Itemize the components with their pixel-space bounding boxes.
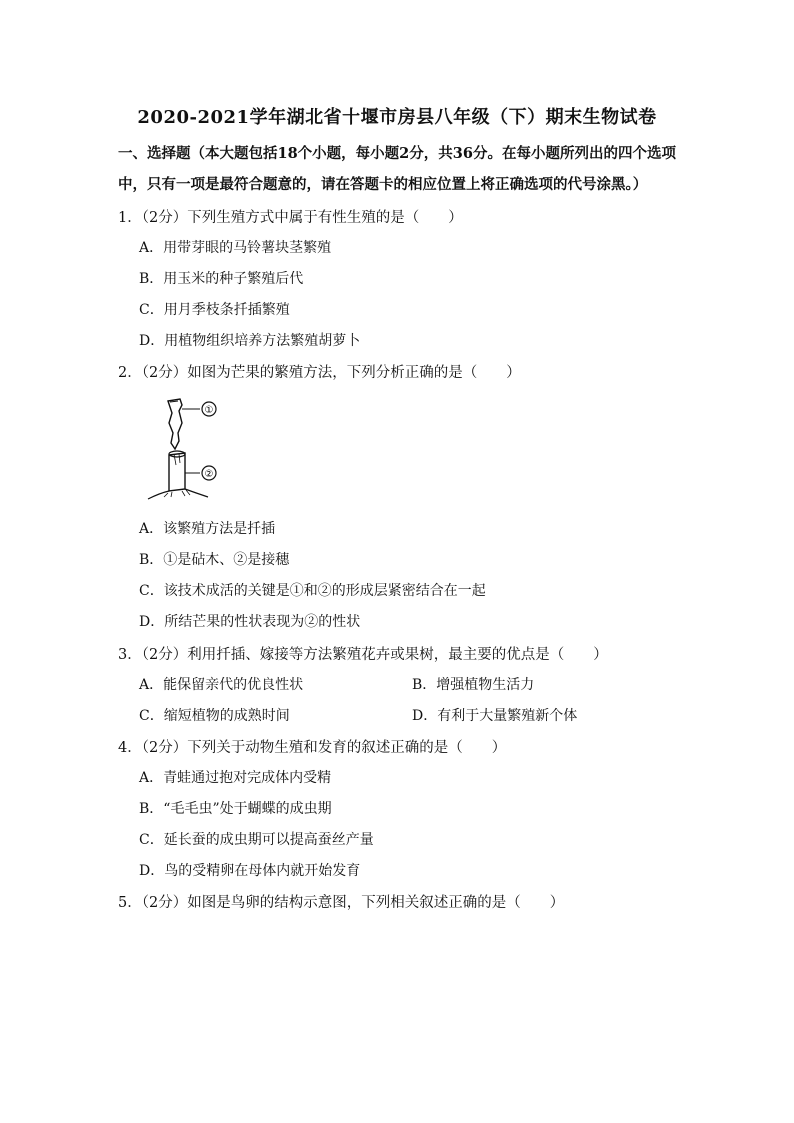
stock-slit bbox=[174, 454, 180, 465]
grafting-diagram bbox=[138, 393, 248, 505]
question-4-option-c: C．延长蚕的成虫期可以提高蚕丝产量 bbox=[139, 832, 374, 848]
question-1-option-b: B．用玉米的种子繁殖后代 bbox=[139, 271, 304, 287]
scion-shape bbox=[168, 399, 182, 449]
figure-label-2: ② bbox=[204, 469, 214, 480]
question-3-stem: 3．（2分）利用扦插、嫁接等方法繁殖花卉或果树，最主要的优点是（ ） bbox=[118, 647, 608, 663]
question-2-option-c: C．该技术成活的关键是①和②的形成层紧密结合在一起 bbox=[139, 583, 486, 599]
question-4-stem: 4．（2分）下列关于动物生殖和发育的叙述正确的是（ ） bbox=[118, 740, 507, 756]
question-5-stem: 5．（2分）如图是鸟卵的结构示意图，下列相关叙述正确的是（ ） bbox=[118, 895, 565, 911]
question-1-stem: 1．（2分）下列生殖方式中属于有性生殖的是（ ） bbox=[118, 210, 463, 226]
question-4-option-d: D．鸟的受精卵在母体内就开始发育 bbox=[139, 863, 361, 879]
question-1-option-a: A．用带芽眼的马铃薯块茎繁殖 bbox=[139, 240, 332, 256]
question-3-option-d: D．有利于大量繁殖新个体 bbox=[412, 708, 578, 724]
page-title: 2020-2021学年湖北省十堰市房县八年级（下）期末生物试卷 bbox=[137, 107, 657, 128]
section-heading-line2: 中，只有一项是最符合题意的，请在答题卡的相应位置上将正确选项的代号涂黑。） bbox=[118, 176, 648, 193]
question-2-stem: 2．（2分）如图为芒果的繁殖方法，下列分析正确的是（ ） bbox=[118, 365, 521, 381]
figure-label-1: ① bbox=[204, 405, 214, 416]
question-3-option-b: B．增强植物生活力 bbox=[412, 677, 535, 693]
question-2-option-b: B．①是砧木、②是接穗 bbox=[139, 552, 290, 568]
question-4-option-b: B．“毛毛虫”处于蝴蝶的成虫期 bbox=[139, 801, 332, 817]
question-3-option-a: A．能保留亲代的优良性状 bbox=[139, 677, 304, 693]
question-3-option-c: C．缩短植物的成熟时间 bbox=[139, 708, 290, 724]
question-1-option-c: C．用月季枝条扦插繁殖 bbox=[139, 302, 290, 318]
question-2-option-a: A．该繁殖方法是扦插 bbox=[139, 521, 276, 537]
stock-shape bbox=[169, 453, 185, 491]
question-2-option-d: D．所结芒果的性状表现为②的性状 bbox=[139, 614, 361, 630]
question-1-option-d: D．用植物组织培养方法繁殖胡萝卜 bbox=[139, 333, 361, 349]
section-heading-line1: 一、选择题（本大题包括18个小题，每小题2分，共36分。在每小题所列出的四个选项 bbox=[118, 145, 676, 162]
question-4-option-a: A．青蛙通过抱对完成体内受精 bbox=[139, 770, 332, 786]
